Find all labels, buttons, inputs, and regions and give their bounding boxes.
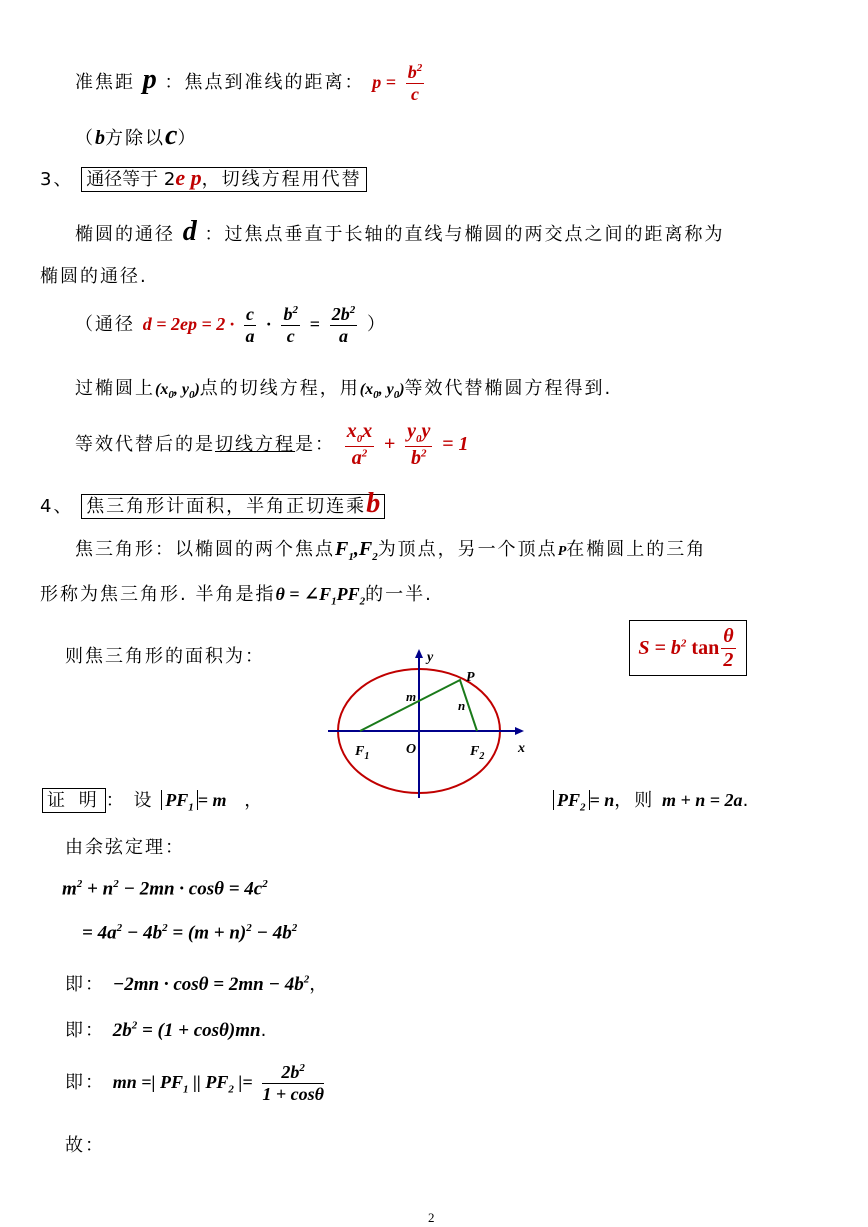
- text: .: [260, 1020, 269, 1041]
- side-m-label: m: [406, 689, 417, 704]
- text: 焦三角形：以椭圆的两个焦点: [75, 539, 335, 560]
- heading-text: ，切线方程用代替: [201, 169, 362, 190]
- theta-angle: $\theta = \angle F_1PF_2$: [275, 584, 366, 608]
- text: 即：: [65, 1072, 105, 1094]
- section-number: 4、: [40, 496, 74, 517]
- text: 故：: [65, 1135, 105, 1156]
- dot: ·: [265, 314, 272, 335]
- equation-5: [65, 1062, 326, 1104]
- text: 椭圆的通径: [75, 224, 175, 245]
- proof-setup-left: [42, 786, 264, 814]
- plus: +: [383, 432, 396, 455]
- equation-1: $m^2 + n^2 - 2mn \cdot \cos\theta = 4c^2$: [62, 878, 268, 900]
- proof-label: 证 明: [42, 788, 106, 813]
- x-axis-arrow: [515, 727, 524, 735]
- focal-triangle-definition-cont: [40, 580, 433, 608]
- fraction-x0x-over-a2: $\frac{x_0x}{a^2}$: [346, 420, 373, 469]
- tangent-line-sentence: [75, 374, 612, 401]
- abs-PF1: $PF_1 = m$: [161, 790, 226, 810]
- heading-text: 通径等于 2: [86, 169, 176, 190]
- tangent-equation-line: [75, 420, 469, 470]
- focal-parameter-line: [75, 62, 426, 104]
- fraction-2b2-over-a: $\frac{2b^2}{a}$: [331, 304, 356, 346]
- text: 过椭圆上: [75, 378, 155, 399]
- section-number: 3、: [40, 169, 74, 190]
- heading-text: 焦三角形计面积，半角正切连乘: [86, 496, 367, 517]
- eq4-expr: $2b^2 = (1 + \cos\theta)mn$: [112, 1019, 261, 1041]
- text: 椭圆的通径.: [40, 266, 148, 287]
- equation-3: [65, 970, 329, 996]
- formula-expr: d = 2ep = 2 ·: [142, 314, 235, 335]
- equation-2: = $4a^2 - 4b^2 = (m + n)^2 - 4b^2$: [82, 922, 298, 944]
- fraction-2b2-over-1pluscos: $\frac{2b^2}{1 + \cos\theta}$: [262, 1062, 324, 1104]
- point-x0-y0: ($x_0$, $y_0$): [155, 381, 200, 402]
- ellipse-diagram: [320, 640, 540, 800]
- equals-one: = 1: [442, 432, 469, 455]
- focal-triangle-definition: [75, 535, 706, 563]
- numerator: b: [407, 62, 417, 82]
- therefore-line: [65, 1131, 105, 1157]
- text: 由余弦定理：: [65, 837, 185, 858]
- side-n-label: n: [458, 698, 466, 713]
- var-ep: e p: [175, 165, 202, 190]
- text: ）: [366, 314, 387, 336]
- text: ，则: [614, 790, 655, 811]
- point-x0-y0: ($x_0$, $y_0$): [359, 381, 405, 402]
- var-d: d: [182, 216, 197, 247]
- text: ：焦点到准线的距离：: [164, 72, 365, 94]
- equation-4: [65, 1016, 268, 1042]
- heading-box: [81, 167, 366, 192]
- latus-rectum-definition-cont: [40, 262, 148, 288]
- fraction-y0y-over-b2: $\frac{y_0y}{b^2}$: [407, 420, 431, 469]
- text: 即：: [65, 1020, 105, 1041]
- section-3-heading: [40, 165, 367, 191]
- text: ：过焦点垂直于长轴的直线与椭圆的两交点之间的距离称为: [204, 224, 725, 245]
- origin-label: O: [406, 742, 417, 757]
- text: 点的切线方程，用: [199, 378, 360, 399]
- page-number: 2: [428, 1210, 435, 1225]
- var-b: b: [95, 127, 105, 149]
- var-b: b: [366, 488, 381, 519]
- x-label: x: [518, 741, 525, 756]
- b-over-c-note: [75, 120, 197, 152]
- text: （通径: [75, 314, 135, 336]
- fraction-b2-over-c: $\frac{b^2}{c}$: [283, 304, 298, 346]
- text: 的一半.: [365, 584, 433, 605]
- var-c: c: [165, 120, 178, 151]
- var-P: P: [557, 544, 567, 559]
- law-of-cosines-intro: [65, 833, 185, 859]
- text: .: [742, 790, 751, 811]
- text: ：: [105, 790, 126, 811]
- text: 设: [133, 790, 154, 811]
- text: ，: [309, 974, 330, 995]
- exp: 2: [416, 62, 423, 74]
- area-formula: $S = b^2$ tan: [638, 636, 720, 659]
- paren-open: （: [75, 128, 95, 149]
- text: 在椭圆上的三角: [566, 539, 707, 560]
- text: 即：: [65, 974, 105, 995]
- y-axis-arrow: [415, 649, 423, 658]
- eq5-expr: mn =| $PF_1$ || $PF_2$ |=: [112, 1072, 253, 1096]
- F2-label: $F_2$: [470, 744, 485, 762]
- formula-lhs: p =: [372, 72, 396, 93]
- foci-F1-F2: $F_1,F_2$: [335, 538, 378, 563]
- text: 是：: [295, 433, 335, 455]
- denominator: c: [410, 83, 419, 104]
- text: 为顶点，另一个顶点: [377, 539, 558, 560]
- heading-box: [81, 488, 385, 519]
- proof-setup-right: [553, 786, 750, 814]
- sum-m-n: m + n = 2a: [662, 790, 743, 810]
- text: 等效代替后的是: [75, 433, 215, 455]
- eq3-expr: $-2mn \cdot \cos\theta = 2mn - 4b^2$: [112, 973, 310, 995]
- text: 等效代替椭圆方程得到.: [404, 378, 613, 399]
- text: 准焦距: [75, 72, 135, 94]
- text: ，: [244, 790, 265, 811]
- text: 方除以: [105, 128, 165, 149]
- point-P-label: P: [466, 670, 475, 685]
- F1-label: $F_1$: [355, 744, 370, 762]
- text: 则焦三角形的面积为：: [65, 646, 265, 667]
- text: 形称为焦三角形. 半角是指: [40, 584, 276, 605]
- paren-close: ）: [177, 128, 198, 149]
- var-p: p: [142, 64, 157, 96]
- equals: =: [309, 314, 320, 335]
- fraction-b2-over-c: [406, 62, 425, 104]
- section-4-heading: [40, 488, 385, 520]
- area-formula-box: [629, 620, 747, 676]
- area-intro: [65, 642, 265, 668]
- latus-rectum-definition: [75, 216, 724, 248]
- fraction-theta-over-2: $\frac{\theta}{2}$: [723, 624, 734, 671]
- y-label: y: [427, 650, 434, 665]
- latus-rectum-formula: [75, 304, 387, 346]
- underlined-text: 切线方程: [215, 433, 295, 455]
- fraction-c-over-a: $\frac{c}{a}$: [245, 304, 255, 346]
- abs-PF2: $PF_2 = n$: [553, 790, 614, 810]
